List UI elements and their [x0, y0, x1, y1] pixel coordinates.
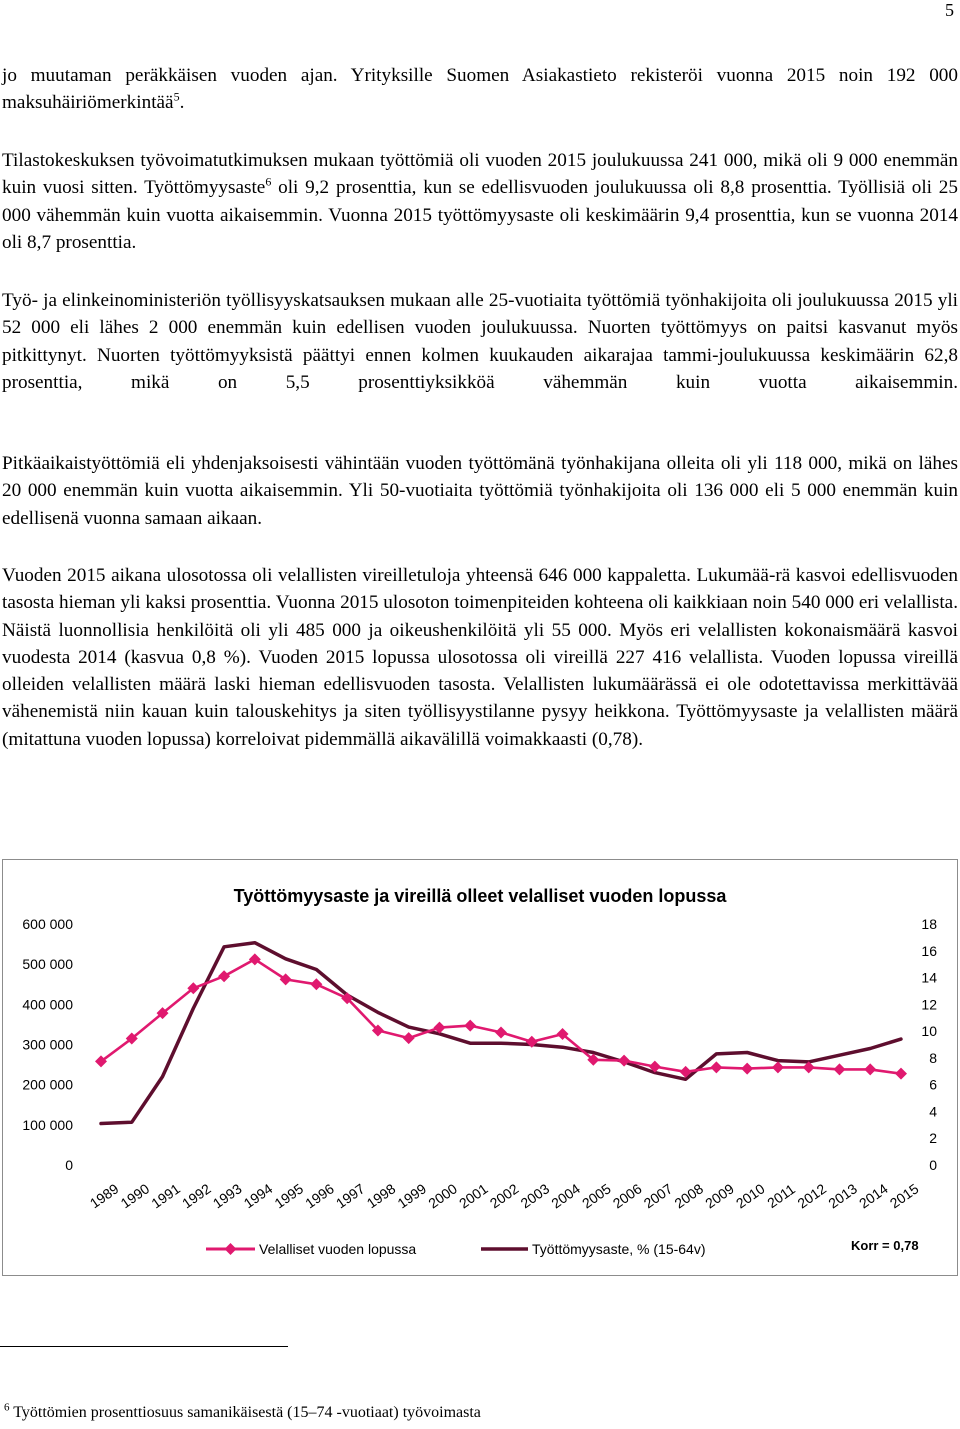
left-axis-tick-label: 600 000 [22, 916, 73, 932]
series-velalliset-point [464, 1020, 476, 1032]
series-velalliset-point [403, 1032, 415, 1044]
paragraph-2-text-b: oli 9,2 prosenttia, kun se edellisvuoden joulukuussa oli 8,8 prosenttia. Työllisiä oli 25 000 vähemmän kuin vuotta aikaisemmin. Vuonna 2015 työttömyysaste oli keskimäärin 9,4 prosenttia, kun se vuonna 2014 oli 8,7 prosenttia. [2, 177, 958, 253]
right-axis-tick-label: 18 [921, 916, 937, 932]
left-axis-tick-label: 300 000 [22, 1036, 73, 1053]
x-axis-tick-label: 2012 [794, 1180, 830, 1212]
paragraph-5 [2, 562, 958, 753]
x-axis-tick-label: 2001 [456, 1180, 491, 1212]
x-axis-tick-label: 1997 [332, 1180, 368, 1212]
paragraph-1 [2, 62, 958, 117]
x-axis-tick-label: 2004 [548, 1180, 584, 1212]
x-axis-tick-label: 2002 [486, 1180, 522, 1212]
paragraph-2 [2, 147, 958, 256]
chart-svg [3, 860, 959, 1277]
paragraph-5-text: Vuoden 2015 aikana ulosotossa oli velallisten vireilletuloja yhteensä 646 000 kappaletta. Lukumää-rä kasvoi edellisvuoden tasosta hieman yli kaksi prosenttia. Vuonna 2015 ulosoton toimenpiteiden kohteena oli kaikkiaan noin 540 000 eri velallista. Näistä luonnollisia henkilöitä oli yli 485 000 ja oikeushenkilöitä yli 55 000. Myös eri velallisten kokonaismäärä kasvoi vuodesta 2014 (kasvua 0,8 %). Vuoden 2015 lopussa ulosotossa oli vireillä 227 416 velallista. Vuoden lopussa vireillä olleiden velallisten määrä laski hieman edellisvuoden tasosta. Velallisten lukumäärässä ei ole odotettavissa merkittävää vähenemistä niin kauan kuin talouskehitys ja siten työllisyystilanne pysyy heikkona. Työttömyysaste ja velallisten määrä (mitattuna vuoden lopussa) korreloivat pidemmällä aikavälillä voimakkaasti (0,78). [2, 565, 958, 750]
chart-title: Työttömyysaste ja vireillä olleet velalliset vuoden lopussa [233, 886, 727, 906]
series-velalliset-point [833, 1063, 845, 1075]
series-velalliset-point [218, 970, 230, 982]
chart [2, 859, 958, 1276]
right-axis-tick-label: 16 [921, 942, 937, 959]
footnote-number: 6 [4, 1401, 10, 1414]
x-axis-tick-label: 1995 [271, 1180, 307, 1212]
x-axis-tick-label: 2013 [825, 1180, 860, 1212]
paragraph-1-text-b: . [179, 92, 185, 114]
x-axis-tick-label: 1991 [148, 1180, 184, 1212]
x-axis-tick-label: 1998 [363, 1180, 399, 1212]
series-velalliset-point [495, 1026, 507, 1038]
x-axis-tick-label: 2008 [671, 1180, 707, 1212]
paragraph-3 [2, 287, 958, 396]
x-axis-tick-label: 1994 [240, 1180, 276, 1212]
x-axis-tick-label: 2007 [640, 1180, 676, 1212]
series-velalliset-point [741, 1063, 753, 1075]
x-axis-tick-label: 2003 [517, 1180, 553, 1212]
x-axis-ticks [87, 1180, 922, 1211]
series-velalliset-point [895, 1068, 907, 1080]
left-axis-tick-label: 100 000 [22, 1116, 73, 1133]
page-number: 5 [945, 0, 954, 20]
right-axis-tick-label: 10 [921, 1023, 937, 1040]
paragraph-1-text-a: jo muutaman peräkkäisen vuoden ajan. Yrityksille Suomen Asiakastieto rekisteröi vuonna 2015 noin 192 000 maksuhäiriömerkintää [2, 65, 958, 114]
footnote-ref-5: 5 [173, 89, 180, 104]
x-axis-tick-label: 2000 [425, 1180, 460, 1212]
series-velalliset-point [864, 1063, 876, 1075]
footnote [4, 1403, 481, 1423]
footnote-rule [0, 1346, 288, 1347]
left-axis-tick-label: 400 000 [22, 996, 73, 1013]
right-axis-tick-label: 8 [929, 1049, 937, 1066]
right-axis-tick-label: 6 [929, 1076, 937, 1093]
x-axis-tick-label: 2014 [856, 1180, 891, 1212]
x-axis-tick-label: 2005 [579, 1180, 614, 1212]
legend-velalliset-label: Velalliset vuoden lopussa [259, 1241, 417, 1257]
paragraph-4 [2, 450, 958, 532]
legend [206, 1241, 706, 1257]
footnote-text: Työttömien prosenttiosuus samanikäisestä (15–74 -vuotiaat) työvoimasta [13, 1404, 481, 1421]
x-axis-tick-label: 2011 [764, 1180, 798, 1212]
left-axis-tick-label: 200 000 [22, 1076, 73, 1093]
left-axis-tick-label: 500 000 [22, 956, 73, 973]
right-axis-tick-label: 2 [929, 1130, 937, 1147]
left-axis-ticks [22, 916, 73, 1173]
series-layer [95, 943, 907, 1124]
paragraph-2-text-a: Tilastokeskuksen työvoimatutkimuksen mukaan työttömiä oli vuoden 2015 joulukuussa 241 000, mikä oli 9 000 enemmän kuin vuosi sitten. Työttömyysaste [2, 150, 958, 199]
right-axis-tick-label: 0 [929, 1157, 937, 1173]
x-axis-tick-label: 1989 [86, 1180, 122, 1212]
right-axis-tick-label: 12 [921, 996, 937, 1013]
right-axis-tick-label: 4 [929, 1103, 937, 1120]
series-velalliset-point [310, 978, 322, 990]
paragraph-4-text: Pitkäaikaistyöttömiä eli yhdenjaksoisesti vähintään vuoden työttömänä työnhakijana olleita oli yli 118 000, mikä on lähes 20 000 enemmän kuin vuotta aikaisemmin. Yli 50-vuotiaita työttömiä työnhakijoita oli 136 000 eli 5 000 enemmän kuin edellisenä vuonna samaan aikaan. [2, 453, 958, 529]
x-axis-tick-label: 1999 [394, 1180, 430, 1212]
series-velalliset-point [772, 1061, 784, 1073]
x-axis-tick-label: 2015 [886, 1180, 922, 1212]
x-axis-tick-label: 1993 [209, 1180, 245, 1212]
legend-velalliset-marker [225, 1243, 237, 1255]
right-axis-tick-label: 14 [921, 969, 937, 986]
footnote-ref-6: 6 [265, 174, 272, 189]
x-axis-tick-label: 1990 [117, 1180, 153, 1212]
paragraph-3-text: Työ- ja elinkeinoministeriön työllisyyskatsauksen mukaan alle 25-vuotiaita työttömiä työnhakijoita oli joulukuussa 2015 yli 52 000 eli lähes 2 000 enemmän kuin edellisen vuoden joulukuussa. Nuorten työttömyys on paitsi kasvanut myös pitkittynyt. Nuorten työttömyyksistä päättyi ennen kolmen kuukauden aikarajaa tammi-joulukuussa keskimäärin 62,8 prosenttia, mikä on 5,5 prosenttiyksikköä vähemmän kuin vuotta aikaisemmin. [2, 290, 958, 393]
series-velalliset-point [710, 1061, 722, 1073]
x-axis-tick-label: 2006 [609, 1180, 645, 1212]
x-axis-tick-label: 1992 [179, 1180, 214, 1212]
left-axis-tick-label: 0 [65, 1157, 73, 1173]
x-axis-tick-label: 2009 [702, 1180, 737, 1212]
x-axis-tick-label: 1996 [302, 1180, 337, 1212]
legend-tyottomyys-label: Työttömyysaste, % (15-64v) [532, 1241, 706, 1257]
x-axis-tick-label: 2010 [732, 1180, 768, 1212]
correlation-annotation: Korr = 0,78 [851, 1238, 919, 1253]
right-axis-ticks [921, 916, 937, 1173]
